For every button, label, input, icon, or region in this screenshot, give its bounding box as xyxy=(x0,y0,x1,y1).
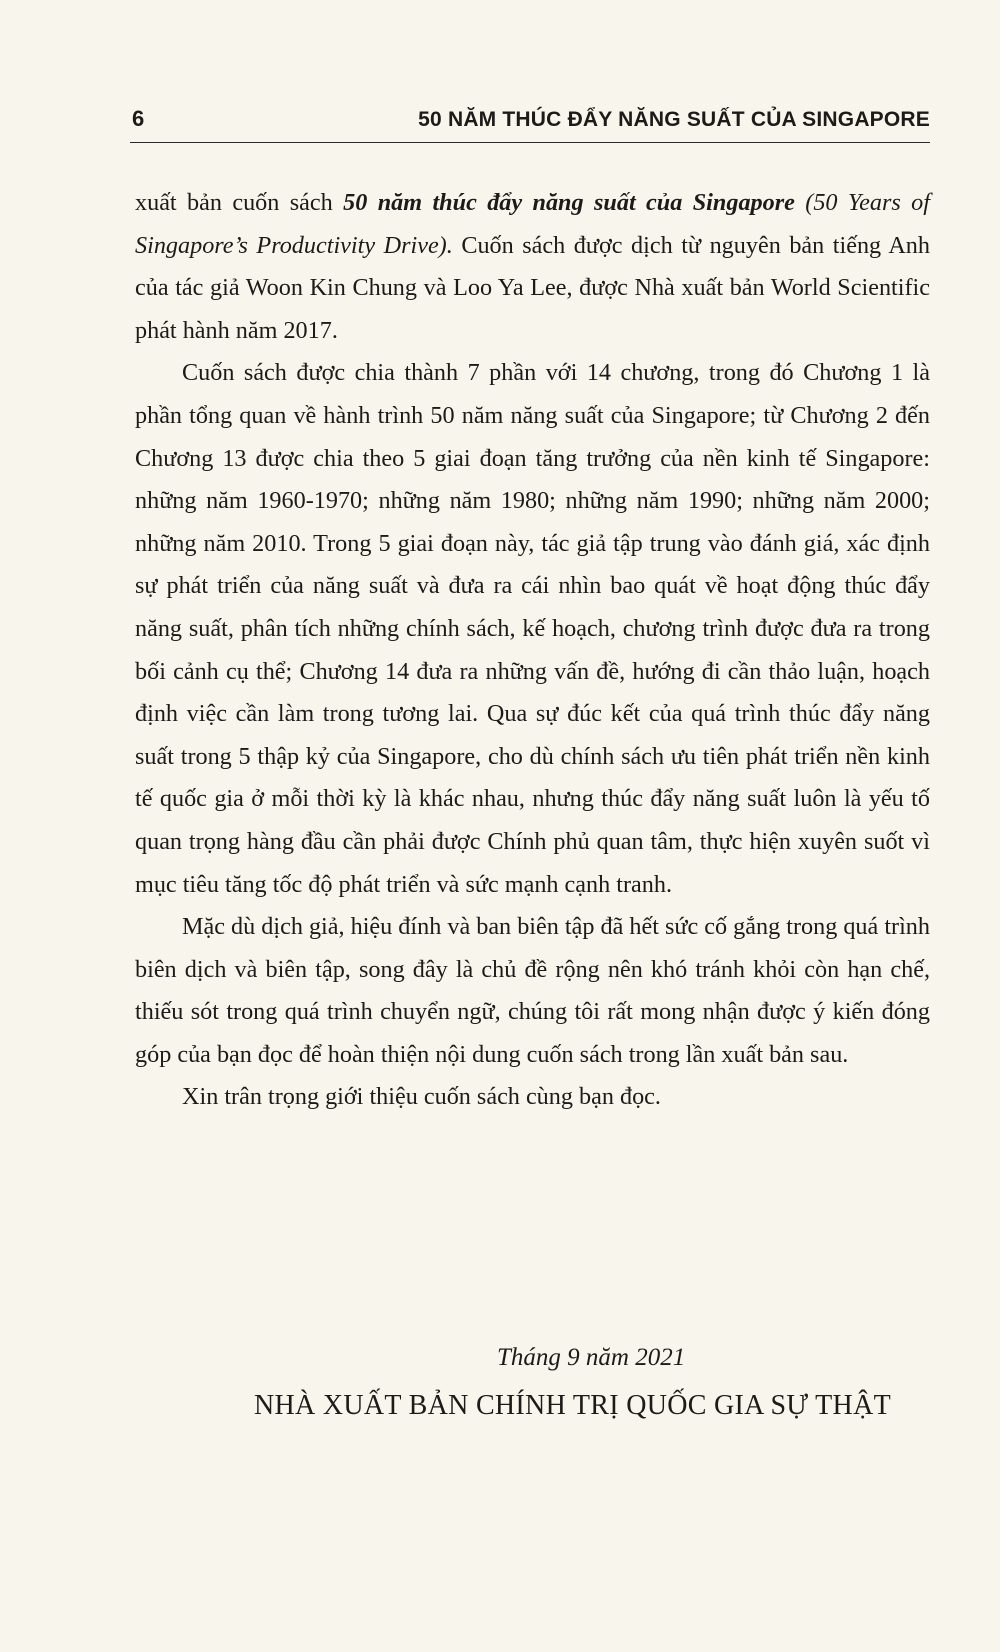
running-head xyxy=(132,106,930,132)
book-title: 50 năm thúc đẩy năng suất của Singapore xyxy=(343,189,795,216)
paragraph-3: Mặc dù dịch giả, hiệu đính và ban biên tập đã hết sức cố gắng trong quá trình biên dịch và biên tập, song đây là chủ đề rộng nên khó tránh khỏi còn hạn chế, thiếu sót trong quá trình chuyển ngữ, chúng tôi rất mong nhận được ý kiến đóng góp của bạn đọc để hoàn thiện nội dung cuốn sách trong lần xuất bản sau. xyxy=(135,913,930,1068)
body-text xyxy=(135,182,930,1119)
book-original-title: (50 Years of Singapore’s Productivity Drive). xyxy=(135,189,931,259)
running-title: 50 NĂM THÚC ĐẨY NĂNG SUẤT CỦA SINGAPORE xyxy=(418,108,930,131)
paragraph-4: Xin trân trọng giới thiệu cuốn sách cùng bạn đọc. xyxy=(182,1083,661,1111)
paragraph-1 xyxy=(135,182,930,352)
signature-date: Tháng 9 năm 2021 xyxy=(497,1344,686,1371)
paragraph-2: Cuốn sách được chia thành 7 phần với 14 chương, trong đó Chương 1 là phần tổng quan về hành trình 50 năm năng suất của Singapore; từ Chương 2 đến Chương 13 được chia theo 5 giai đoạn tăng trưởng của nền kinh tế Singapore: những năm 1960-1970; những năm 1980; những năm 1990; những năm 2000; những năm 2010. Trong 5 giai đoạn này, tác giả tập trung vào đánh giá, xác định sự phát triển của năng suất và đưa ra cái nhìn bao quát về hoạt động thúc đẩy năng suất, phân tích những chính sách, kế hoạch, chương trình được đưa ra trong bối cảnh cụ thể; Chương 14 đưa ra những vấn đề, hướng đi cần thảo luận, hoạch định việc cần làm trong tương lai. Qua sự đúc kết của quá trình thúc đẩy năng suất trong 5 thập kỷ của Singapore, cho dù chính sách ưu tiên phát triển nền kinh tế quốc gia ở mỗi thời kỳ là khác nhau, nhưng thúc đẩy năng suất luôn là yếu tố quan trọng hàng đầu cần phải được Chính phủ quan tâm, thực hiện xuyên suốt vì mục tiêu tăng tốc độ phát triển và sức mạnh cạnh tranh. xyxy=(135,359,930,898)
signature-publisher: NHÀ XUẤT BẢN CHÍNH TRỊ QUỐC GIA SỰ THẬT xyxy=(254,1390,891,1421)
paragraph-1-rest: Cuốn sách được dịch từ nguyên bản tiếng Anh của tác giả Woon Kin Chung và Loo Ya Lee, được Nhà xuất bản World Scientific phát hành năm 2017. xyxy=(135,231,930,344)
paragraph-1-text: xuất bản cuốn sách xyxy=(135,189,344,216)
page-number: 6 xyxy=(132,106,145,131)
header-rule xyxy=(130,142,930,143)
